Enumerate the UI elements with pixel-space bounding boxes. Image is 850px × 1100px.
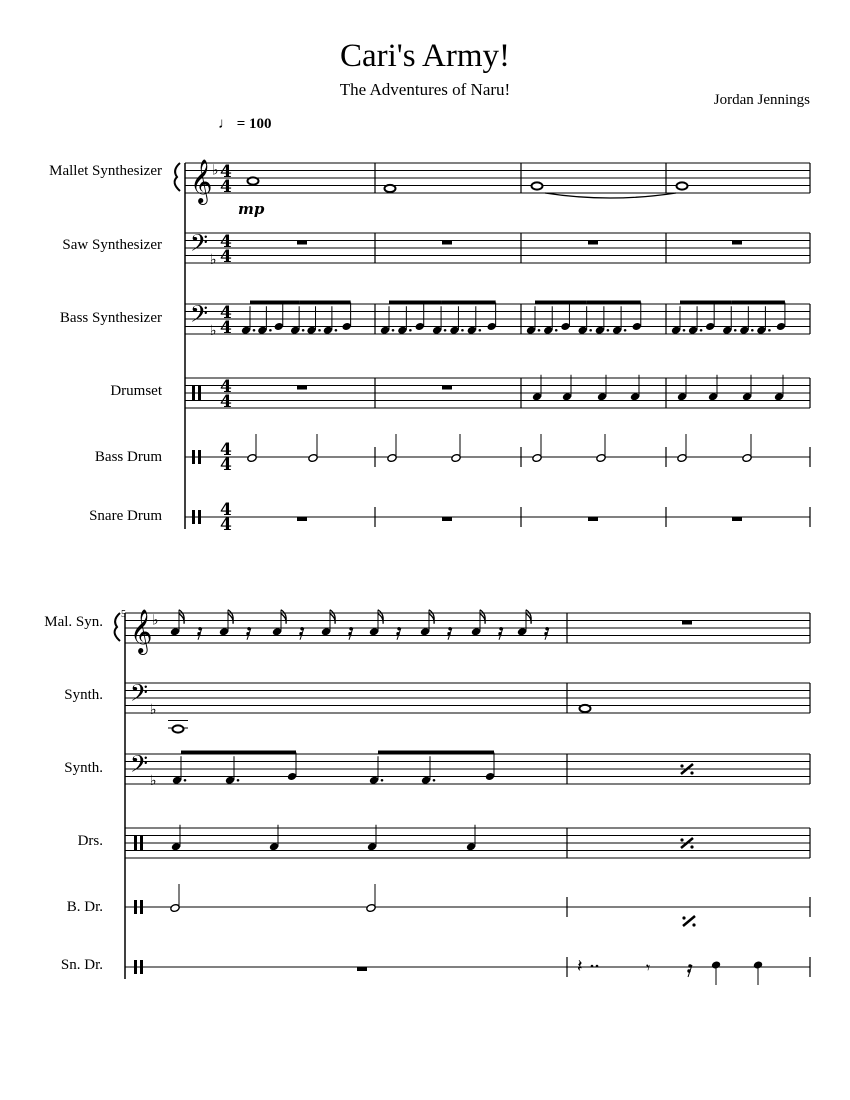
bass-clef-icon: 𝄢 — [190, 300, 209, 333]
measure-repeat-icon — [682, 916, 685, 919]
instrument-label-drumset-short: Drs. — [77, 833, 103, 849]
time-signature-top: 4 — [220, 303, 232, 323]
instrument-label-bass-synth-short: Synth. — [64, 760, 103, 776]
measure-repeat-icon — [680, 764, 683, 767]
instrument-label-snare-drum-short: Sn. Dr. — [60, 957, 103, 973]
time-signature-top: 4 — [220, 500, 232, 520]
percussion-clef-icon — [192, 450, 195, 464]
percussion-clef-icon — [192, 510, 195, 524]
note-flag — [429, 610, 434, 624]
score-subtitle: The Adventures of Naru! — [339, 80, 511, 99]
dot — [538, 329, 541, 332]
note-flag — [330, 610, 335, 624]
score-title: Cari's Army! — [339, 38, 510, 74]
dot — [461, 329, 464, 332]
dot — [591, 965, 594, 968]
whole-rest — [297, 386, 307, 390]
dot — [607, 329, 610, 332]
whole-rest — [682, 621, 692, 625]
measure-repeat-icon — [680, 838, 683, 841]
dot — [253, 329, 256, 332]
percussion-clef-icon — [192, 386, 195, 400]
percussion-clef-icon — [198, 510, 201, 524]
measure-repeat-icon — [690, 771, 693, 774]
whole-rest — [357, 967, 367, 971]
time-signature-top: 4 — [220, 162, 232, 182]
time-signature-bottom: 4 — [220, 515, 232, 535]
flat-key-signature: ♭ — [150, 702, 157, 718]
dot — [381, 779, 384, 782]
time-signature-bottom: 4 — [220, 392, 232, 412]
dot — [555, 329, 558, 332]
brace-icon — [175, 163, 180, 191]
whole-note — [173, 725, 184, 732]
quarter-rest: 𝄽 — [577, 956, 583, 977]
time-signature-bottom: 4 — [220, 455, 232, 475]
whole-note — [385, 185, 396, 192]
percussion-clef-icon — [140, 900, 143, 914]
dot — [237, 779, 240, 782]
whole-rest — [442, 241, 452, 245]
dot — [433, 779, 436, 782]
whole-note — [532, 182, 543, 189]
treble-clef-icon: 𝄞 — [190, 159, 213, 203]
whole-rest — [297, 517, 307, 521]
time-signature-top: 4 — [220, 440, 232, 460]
bass-clef-icon: 𝄢 — [190, 229, 209, 262]
percussion-clef-icon — [134, 836, 137, 850]
time-signature-top: 4 — [220, 232, 232, 252]
flat-key-signature: ♭ — [210, 252, 217, 268]
brace-icon — [115, 613, 120, 641]
percussion-clef-icon — [140, 960, 143, 974]
dynamic-marking: mp — [238, 200, 265, 218]
whole-rest — [297, 241, 307, 245]
instrument-label-bass-drum: Bass Drum — [94, 449, 162, 465]
treble-clef-icon: 𝄞 — [130, 609, 153, 653]
composer: Jordan Jennings — [713, 92, 810, 108]
dot — [596, 965, 599, 968]
whole-rest — [732, 517, 742, 521]
time-signature-bottom: 4 — [220, 177, 232, 197]
note-flag — [378, 610, 383, 624]
whole-rest — [442, 386, 452, 390]
instrument-label-saw-synth: Saw Synthesizer — [62, 237, 162, 253]
instrument-label-bass-synth: Bass Synthesizer — [59, 310, 162, 326]
dot — [589, 329, 592, 332]
note-flag — [526, 610, 531, 624]
dot — [392, 329, 395, 332]
flat-key-signature: ♭ — [152, 612, 159, 629]
note-flag — [179, 610, 184, 624]
flat-key-signature: ♭ — [210, 323, 217, 339]
dot — [302, 329, 305, 332]
dot — [624, 329, 627, 332]
note-flag — [281, 610, 286, 624]
dot — [768, 329, 771, 332]
dot — [335, 329, 338, 332]
measure-number: 5 — [121, 609, 126, 620]
percussion-clef-icon — [140, 836, 143, 850]
whole-rest — [732, 241, 742, 245]
instrument-label-snare-drum: Snare Drum — [89, 508, 162, 524]
bass-clef-icon: 𝄢 — [130, 750, 149, 783]
dot — [269, 329, 272, 332]
tie — [545, 193, 676, 198]
dot — [184, 779, 187, 782]
whole-rest — [442, 517, 452, 521]
percussion-clef-icon — [198, 386, 201, 400]
whole-note — [248, 177, 259, 184]
instrument-label-drumset: Drumset — [110, 383, 162, 399]
time-signature-top: 4 — [220, 377, 232, 397]
whole-rest — [588, 517, 598, 521]
instrument-label-saw-synth-short: Synth. — [64, 687, 103, 703]
whole-note — [677, 182, 688, 189]
dot — [683, 329, 686, 332]
dot — [751, 329, 754, 332]
measure-repeat-icon — [690, 845, 693, 848]
percussion-clef-icon — [198, 450, 201, 464]
bass-clef-icon: 𝄢 — [130, 679, 149, 712]
measure-repeat-icon — [692, 923, 695, 926]
eighth-rest: 𝄾 — [646, 958, 651, 977]
flat-key-signature: ♭ — [212, 162, 219, 179]
instrument-label-mallet-synth-short: Mal. Syn. — [44, 614, 103, 630]
note-flag — [228, 610, 233, 624]
dot — [444, 329, 447, 332]
whole-note — [580, 705, 591, 712]
dot — [409, 329, 412, 332]
dot — [318, 329, 321, 332]
instrument-label-bass-drum-short: B. Dr. — [66, 899, 103, 915]
note-flag — [480, 610, 485, 624]
dot — [734, 329, 737, 332]
instrument-label-mallet-synth: Mallet Synthesizer — [49, 163, 162, 179]
time-signature-bottom: 4 — [220, 247, 232, 267]
dot — [479, 329, 482, 332]
percussion-clef-icon — [134, 960, 137, 974]
whole-rest — [588, 241, 598, 245]
tempo-value: = 100 — [233, 116, 272, 132]
flat-key-signature: ♭ — [150, 773, 157, 789]
percussion-clef-icon — [134, 900, 137, 914]
dot — [700, 329, 703, 332]
time-signature-bottom: 4 — [220, 318, 232, 338]
quarter-note-icon: ♩ — [218, 116, 233, 132]
